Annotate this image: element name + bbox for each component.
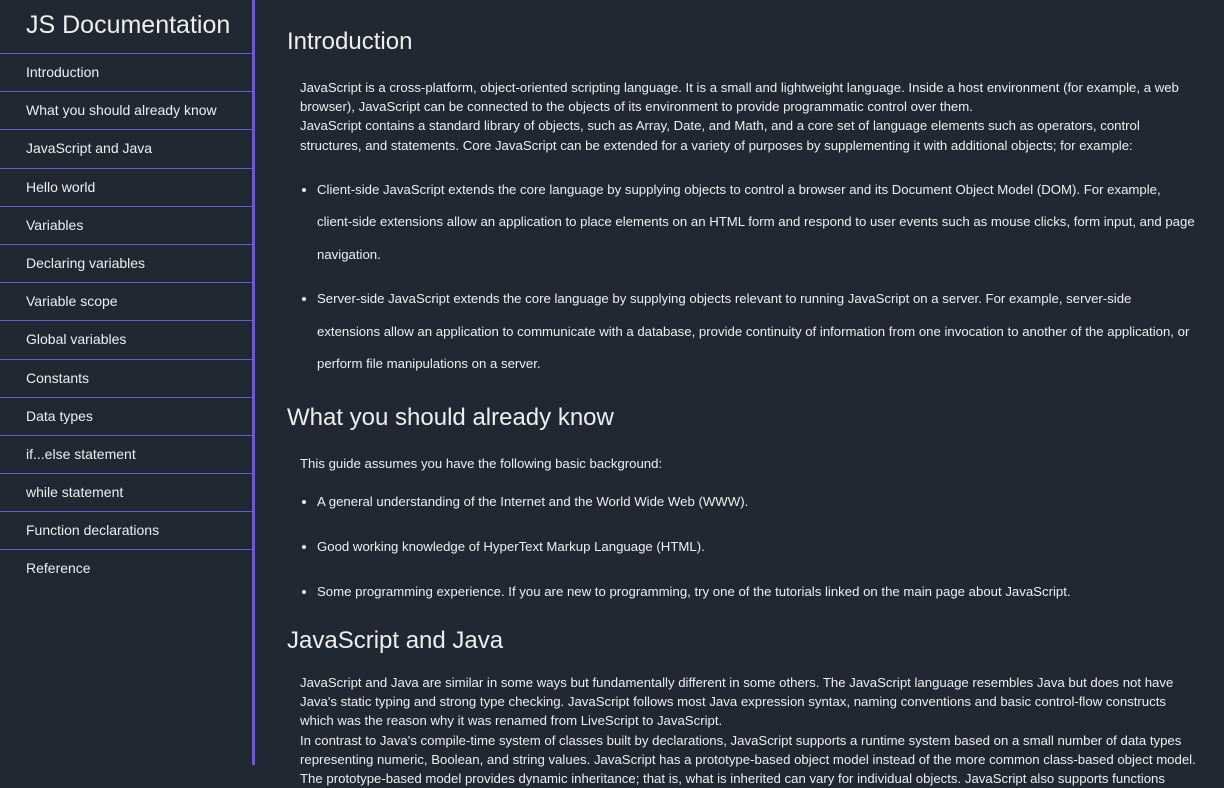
nav-link-variables[interactable]: Variables: [0, 207, 252, 245]
nav-list: [0, 54, 252, 589]
list-item: • Some programming experience. If you are new to programming, try one of the tutorials linked on the main page about JavaScript.: [317, 582, 1197, 601]
nav-link-global-variables[interactable]: Global variables: [0, 321, 252, 359]
nav-link-introduction[interactable]: Introduction: [0, 54, 252, 92]
nav-link-declaring-variables[interactable]: Declaring variables: [0, 245, 252, 283]
nav-link-what-you-should-already-know[interactable]: What you should already know: [0, 92, 252, 130]
java-paragraph-1: JavaScript and Java are similar in some ways but fundamentally different in some others. The JavaScript language resembles Java but does not have Java's static typing and strong type checking. JavaScript follows most Java expression syntax, naming conventions and basic control-flow constructs which was the reason why it was renamed from LiveScript to JavaScript.: [300, 675, 1174, 729]
nav-link-function-declarations[interactable]: Function declarations: [0, 512, 252, 550]
nav-link-variable-scope[interactable]: Variable scope: [0, 283, 252, 321]
know-paragraph-1: This guide assumes you have the following basic background:: [300, 455, 663, 471]
main-doc: [287, 0, 1197, 787]
section-what-you-should-already-know: [287, 404, 1197, 601]
section-javascript-and-java: [287, 627, 1197, 788]
section-title-what-you-should-already-know: What you should already know: [287, 403, 614, 431]
list-item: • Server-side JavaScript extends the core language by supplying objects relevant to running JavaScript on a server. For example, server-side extensions allow an application to communicate with a database, provide continuity of information from one invocation to another of the application, or perform file manipulations on a server.: [317, 283, 1197, 381]
navbar: [0, 0, 255, 765]
nav-link-javascript-and-java[interactable]: JavaScript and Java: [0, 130, 252, 168]
section-title-javascript-and-java: JavaScript and Java: [287, 627, 504, 655]
nav-link-while-statement[interactable]: while statement: [0, 474, 252, 512]
intro-paragraph-2: JavaScript contains a standard library of objects, such as Array, Date, and Math, and a core set of language elements such as operators, control structures, and statements. Core JavaScript can be extended for a variety of purposes by supplementing it with additional objects; for example:: [300, 118, 1140, 153]
list-item: • Client-side JavaScript extends the core language by supplying objects to control a browser and its Document Object Model (DOM). For example, client-side extensions allow an application to place elements on an HTML form and respond to user events such as mouse clicks, form input, and page navigation.: [317, 174, 1197, 272]
nav-link-data-types[interactable]: Data types: [0, 398, 252, 436]
section-introduction: [287, 28, 1197, 381]
list-item: • Good working knowledge of HyperText Markup Language (HTML).: [317, 537, 1197, 556]
java-paragraph-2: In contrast to Java's compile-time system of classes built by declarations, JavaScript supports a runtime system based on a small number of data types representing numeric, Boolean, and string values. JavaScript has a prototype-based object model instead of the more common class-based object model. The prototype-based model provides dynamic inheritance; that is, what is inherited can vary for individual objects. JavaScript also supports functions: [300, 732, 1196, 787]
nav-link-hello-world[interactable]: Hello world: [0, 169, 252, 207]
nav-link-reference[interactable]: Reference: [26, 560, 91, 577]
section-title-introduction: Introduction: [287, 28, 413, 55]
intro-paragraph-1: JavaScript is a cross-platform, object-oriented scripting language. It is a small and lightweight language. Inside a host environment (for example, a web browser), JavaScript can be connected to the objects of its environment to provide programmatic control over them.: [300, 80, 1179, 115]
navbar-title: JS Documentation: [0, 0, 252, 54]
intro-list: [287, 174, 1197, 381]
nav-link-if-else-statement[interactable]: if...else statement: [0, 436, 252, 474]
nav-link-constants[interactable]: Constants: [0, 360, 252, 398]
know-list: [287, 492, 1197, 601]
list-item: • A general understanding of the Internet and the World Wide Web (WWW).: [317, 492, 1197, 511]
